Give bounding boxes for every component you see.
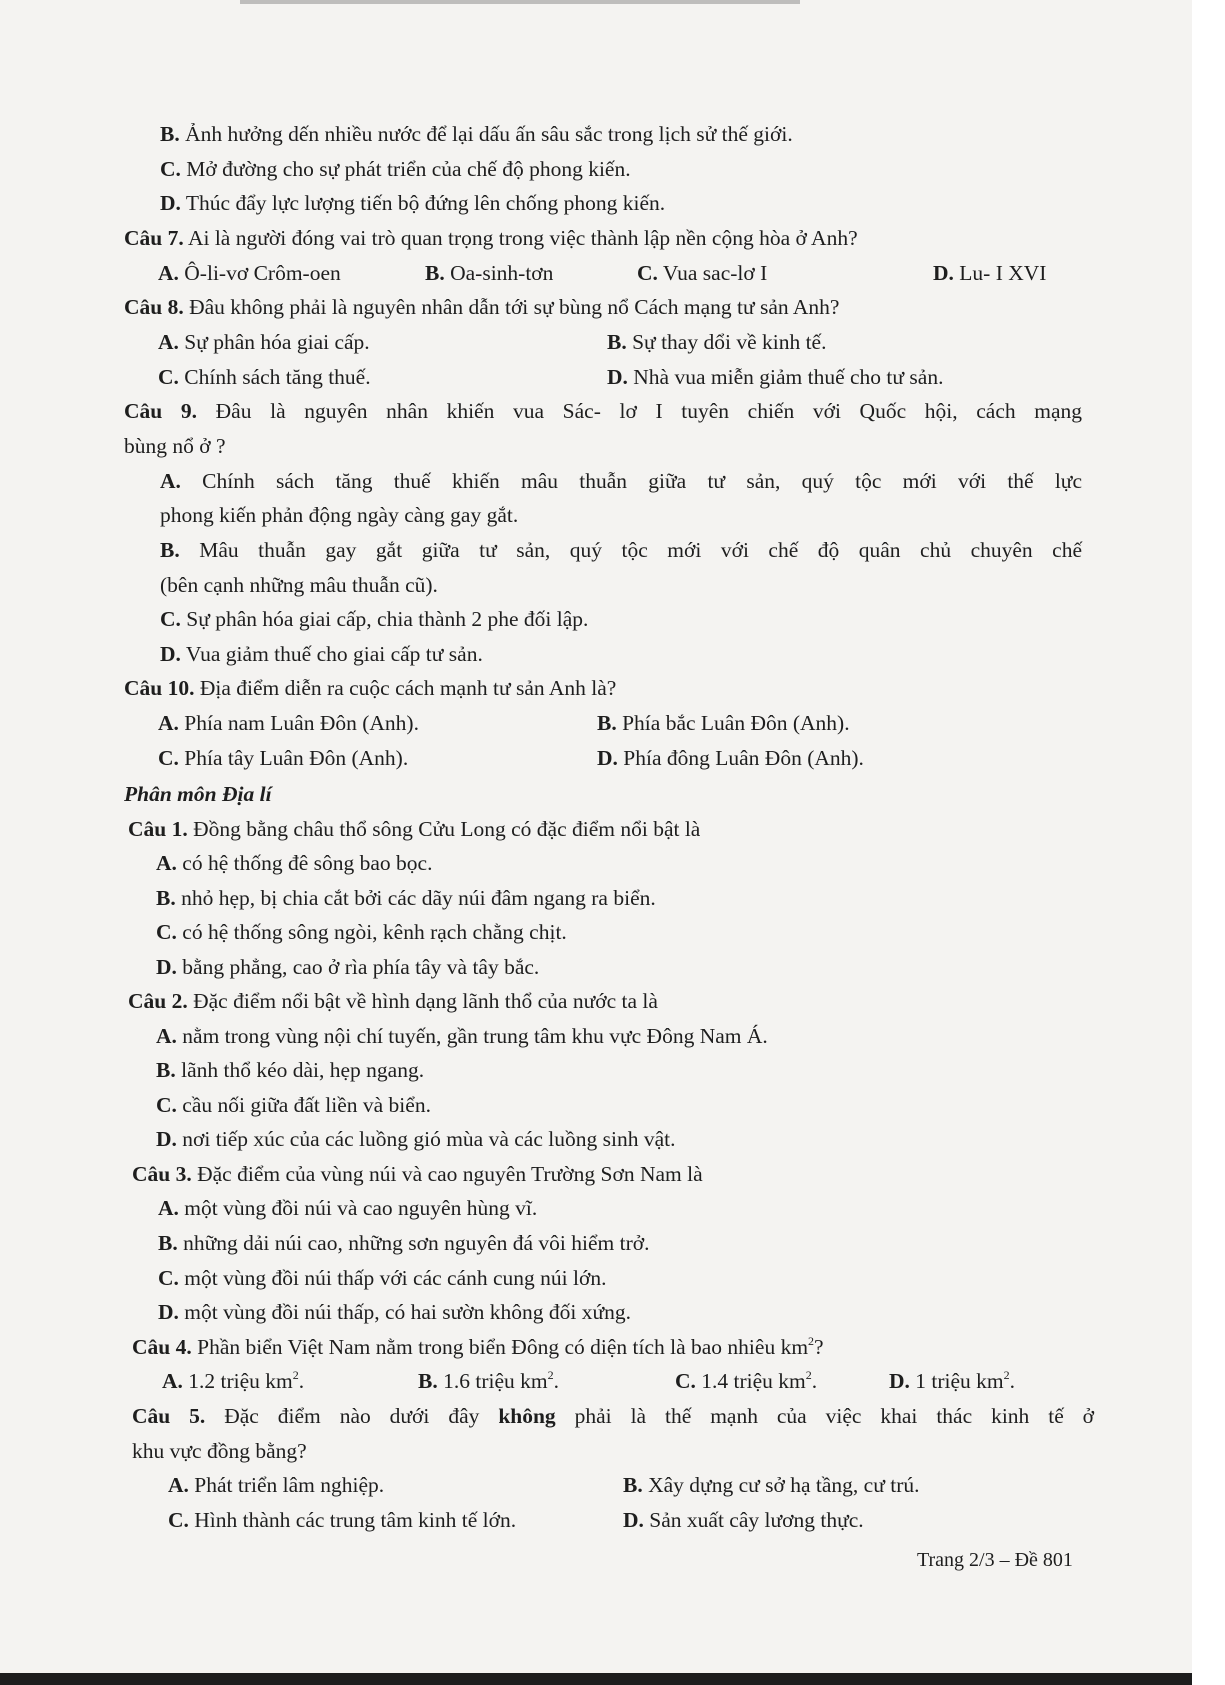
option-label: A. <box>158 1196 179 1220</box>
option-tail: . <box>553 1369 559 1393</box>
question-line <box>128 987 658 1015</box>
option-text: Phía nam Luân Đôn (Anh). <box>184 711 419 735</box>
option-text: Phía tây Luân Đôn (Anh). <box>184 746 409 770</box>
option-line <box>156 1022 768 1050</box>
option-text: Vua giảm thuế cho giai cấp tư sản. <box>185 642 483 666</box>
option-text: Mở đường cho sự phát triển của chế độ phong kiến. <box>186 157 631 181</box>
option-b <box>597 709 850 737</box>
option-text: Sự phân hóa giai cấp. <box>184 330 370 354</box>
option-text: cầu nối giữa đất liền và biển. <box>182 1093 431 1117</box>
question-emphasis: không <box>498 1404 556 1428</box>
option-label: D. <box>607 365 628 389</box>
option-label: D. <box>158 1300 179 1324</box>
option-b <box>607 328 826 356</box>
option-label: B. <box>160 538 180 562</box>
question-line <box>124 397 1082 425</box>
option-d <box>607 363 943 391</box>
question-line <box>124 224 858 252</box>
question-label: Câu 3. <box>132 1162 192 1186</box>
option-text: nơi tiếp xúc của các luồng gió mùa và các luồng sinh vật. <box>182 1127 676 1151</box>
option-label: D. <box>160 191 181 215</box>
option-text: có hệ thống sông ngòi, kênh rạch chằng chịt. <box>182 920 567 944</box>
option-text: có hệ thống đê sông bao bọc. <box>182 851 433 875</box>
option-label: C. <box>158 1266 179 1290</box>
section-heading: Phân môn Địa lí <box>124 782 272 806</box>
option-line <box>156 1091 431 1119</box>
option-label: B. <box>623 1473 643 1497</box>
question-continuation <box>124 432 226 460</box>
scan-top-bleed <box>240 0 800 4</box>
question-label: Câu 7. <box>124 226 184 250</box>
option-d <box>933 259 1046 287</box>
option-label: D. <box>156 1127 177 1151</box>
option-text: 1 triệu km <box>915 1369 1004 1393</box>
option-text: 1.2 triệu km <box>188 1369 293 1393</box>
option-line <box>156 953 539 981</box>
superscript: 2 <box>292 1368 299 1382</box>
option-b <box>623 1471 920 1499</box>
question-continuation <box>132 1437 307 1465</box>
question-line <box>132 1402 1094 1430</box>
question-label: Câu 9. <box>124 399 197 423</box>
option-line <box>156 849 432 877</box>
option-label: C. <box>160 157 181 181</box>
question-line <box>132 1333 824 1361</box>
question-text: khu vực đồng bằng? <box>132 1439 307 1463</box>
option-c <box>168 1506 516 1534</box>
option-line <box>158 1229 650 1257</box>
option-text: Xây dựng cư sở hạ tầng, cư trú. <box>648 1473 920 1497</box>
question-line <box>124 674 616 702</box>
option-tail: . <box>811 1369 818 1393</box>
superscript: 2 <box>808 1334 815 1348</box>
superscript: 2 <box>805 1368 812 1382</box>
question-text: bùng nổ ở ? <box>124 434 226 458</box>
option-text: một vùng đồi núi thấp với các cánh cung núi lớn. <box>184 1266 607 1290</box>
question-text: phải là thế mạnh của việc khai thác kinh tế ở <box>574 1404 1095 1428</box>
option-tail: . <box>298 1369 305 1393</box>
question-text: Đặc điểm của vùng núi và cao nguyên Trường Sơn Nam là <box>197 1162 703 1186</box>
option-label: A. <box>162 1369 183 1393</box>
option-label: B. <box>156 886 176 910</box>
question-line <box>128 815 700 843</box>
option-text: một vùng đồi núi thấp, có hai sườn không đối xứng. <box>184 1300 632 1324</box>
option-c <box>675 1367 817 1395</box>
option-label: B. <box>156 1058 176 1082</box>
option-d <box>597 744 864 772</box>
option-text: Chính sách tăng thuế. <box>184 365 371 389</box>
option-text: nằm trong vùng nội chí tuyến, gần trung tâm khu vực Đông Nam Á. <box>182 1024 768 1048</box>
option-label: B. <box>597 711 617 735</box>
option-text: 1.4 triệu km <box>701 1369 806 1393</box>
option-c <box>637 259 767 287</box>
option-label: D. <box>623 1508 644 1532</box>
option-label: B. <box>418 1369 438 1393</box>
option-b <box>425 259 553 287</box>
option-label: C. <box>160 607 181 631</box>
question-label: Câu 1. <box>128 817 188 841</box>
option-label: A. <box>160 469 181 493</box>
option-line <box>156 1056 424 1084</box>
option-label: A. <box>156 1024 177 1048</box>
option-label: A. <box>168 1473 189 1497</box>
option-label: C. <box>168 1508 189 1532</box>
question-text: Địa điểm diễn ra cuộc cách mạnh tư sản Anh là? <box>199 676 617 700</box>
scan-margin <box>1192 0 1225 1685</box>
question-label: Câu 2. <box>128 989 188 1013</box>
question-line <box>132 1160 703 1188</box>
option-line <box>158 1298 631 1326</box>
option-label: D. <box>933 261 954 285</box>
option-line <box>160 605 588 633</box>
question-tail: ? <box>814 1335 824 1359</box>
option-line <box>160 536 1082 564</box>
option-line <box>158 1264 606 1292</box>
option-label: B. <box>425 261 445 285</box>
option-text: nhỏ hẹp, bị chia cắt bởi các dãy núi đâm ngang ra biển. <box>181 886 656 910</box>
option-label: D. <box>160 642 181 666</box>
option-line <box>156 1125 675 1153</box>
question-label: Câu 8. <box>124 295 184 319</box>
option-text: một vùng đồi núi và cao nguyên hùng vĩ. <box>184 1196 538 1220</box>
option-c <box>158 744 408 772</box>
option-text: Hình thành các trung tâm kinh tế lớn. <box>194 1508 517 1532</box>
option-label: A. <box>158 261 179 285</box>
option-text: Nhà vua miễn giảm thuế cho tư sản. <box>633 365 944 389</box>
question-label: Câu 5. <box>132 1404 206 1428</box>
option-label: B. <box>607 330 627 354</box>
question-label: Câu 4. <box>132 1335 192 1359</box>
option-b <box>418 1367 559 1395</box>
option-text: (bên cạnh những mâu thuẫn cũ). <box>160 573 438 597</box>
option-line <box>158 1194 537 1222</box>
option-label: D. <box>156 955 177 979</box>
option-line <box>160 640 483 668</box>
option-a <box>158 259 341 287</box>
option-label: B. <box>158 1231 178 1255</box>
option-text: Lu- I XVI <box>959 261 1047 285</box>
option-label: A. <box>158 330 179 354</box>
option-text: Phát triển lâm nghiệp. <box>194 1473 385 1497</box>
question-text: Đồng bằng châu thổ sông Cửu Long có đặc điểm nổi bật là <box>193 817 701 841</box>
option-text: Ô-li-vơ Crôm-oen <box>184 261 341 285</box>
option-c <box>158 363 371 391</box>
option-continuation <box>160 501 518 529</box>
question-text: Đâu không phải là nguyên nhân dẫn tới sự bùng nổ Cách mạng tư sản Anh? <box>189 295 840 319</box>
option-d <box>889 1367 1015 1395</box>
option-label: A. <box>158 711 179 735</box>
option-label: B. <box>160 122 180 146</box>
option-line <box>160 120 793 148</box>
question-text: Phần biển Việt Nam nằm trong biển Đông có diện tích là bao nhiêu km <box>197 1335 809 1359</box>
option-d <box>623 1506 864 1534</box>
option-label: C. <box>675 1369 696 1393</box>
option-text: Ảnh hưởng dến nhiều nước để lại dấu ấn sâu sắc trong lịch sử thế giới. <box>185 122 793 146</box>
option-label: C. <box>156 1093 177 1117</box>
option-a <box>168 1471 384 1499</box>
option-text: Vua sac-lơ I <box>662 261 768 285</box>
question-label: Câu 10. <box>124 676 195 700</box>
page-footer: Trang 2/3 – Đề 801 <box>917 1549 1073 1571</box>
question-line <box>124 293 839 321</box>
option-text: lãnh thổ kéo dài, hẹp ngang. <box>181 1058 425 1082</box>
option-a <box>158 328 370 356</box>
option-text: những dải núi cao, những sơn nguyên đá vôi hiểm trở. <box>183 1231 650 1255</box>
option-text: Sự thay dổi về kinh tế. <box>632 330 827 354</box>
option-line <box>160 155 631 183</box>
option-label: D. <box>597 746 618 770</box>
option-text: 1.6 triệu km <box>443 1369 548 1393</box>
option-line <box>160 189 665 217</box>
option-text: Chính sách tăng thuế khiến mâu thuẫn giữa tư sản, quý tộc mới với thế lực <box>202 469 1083 493</box>
option-line <box>156 884 656 912</box>
question-text-before: Đặc điểm nào dưới đây <box>224 1404 480 1428</box>
option-text: Mâu thuẫn gay gắt giữa tư sản, quý tộc mới với chế độ quân chủ chuyên chế <box>199 538 1082 562</box>
option-text: phong kiến phản động ngày càng gay gắt. <box>160 503 519 527</box>
option-label: D. <box>889 1369 910 1393</box>
option-continuation <box>160 571 438 599</box>
option-label: C. <box>156 920 177 944</box>
question-text: Đặc điểm nổi bật về hình dạng lãnh thổ của nước ta là <box>193 989 658 1013</box>
superscript: 2 <box>1003 1368 1010 1382</box>
option-label: C. <box>637 261 658 285</box>
superscript: 2 <box>547 1368 554 1382</box>
option-text: Oa-sinh-tơn <box>450 261 554 285</box>
option-text: Sản xuất cây lương thực. <box>649 1508 864 1532</box>
option-tail: . <box>1009 1369 1016 1393</box>
option-text: Phía đông Luân Đôn (Anh). <box>623 746 864 770</box>
option-label: C. <box>158 365 179 389</box>
option-text: Sự phân hóa giai cấp, chia thành 2 phe đối lập. <box>186 607 589 631</box>
option-label: A. <box>156 851 177 875</box>
option-text: bằng phẳng, cao ở rìa phía tây và tây bắc. <box>182 955 540 979</box>
option-label: C. <box>158 746 179 770</box>
option-line <box>156 918 567 946</box>
scan-bottom-edge <box>0 1673 1192 1685</box>
option-text: Phía bắc Luân Đôn (Anh). <box>622 711 850 735</box>
question-text: Đâu là nguyên nhân khiến vua Sác- lơ I tuyên chiến với Quốc hội, cách mạng <box>215 399 1083 423</box>
option-a <box>162 1367 304 1395</box>
question-text: Ai là người đóng vai trò quan trọng trong việc thành lập nền cộng hòa ở Anh? <box>187 226 858 250</box>
option-text: Thúc đẩy lực lượng tiến bộ đứng lên chống phong kiến. <box>185 191 666 215</box>
option-line <box>160 467 1082 495</box>
option-a <box>158 709 419 737</box>
